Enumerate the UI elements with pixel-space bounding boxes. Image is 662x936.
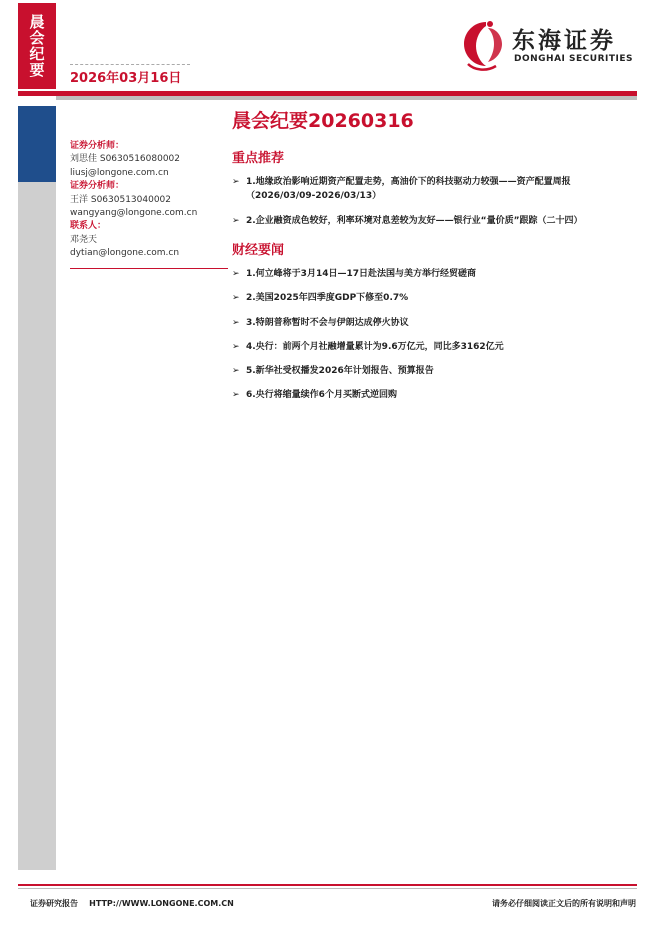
analyst-name-id: 刘思佳 S0630516080002 (70, 154, 181, 165)
analyst-entry (70, 140, 228, 180)
analyst-role-label: 证券分析师： (70, 141, 125, 151)
arrow-bullet-icon: ➢ (232, 366, 240, 376)
header-gray-bar (56, 96, 637, 100)
list-item[interactable] (232, 316, 640, 330)
arrow-bullet-icon: ➢ (232, 342, 240, 352)
analyst-name-id: 王洋 S0630513040002 (70, 194, 172, 205)
logo-chinese-name: 东海证券 (512, 28, 616, 54)
analyst-entry (70, 220, 228, 260)
arrow-bullet-icon: ➢ (232, 269, 240, 279)
list-item-text: 2.美国2025年四季度GDP下修至0.7% (246, 293, 409, 303)
arrow-bullet-icon: ➢ (232, 216, 240, 226)
list-item-text: 2.企业融资成色较好，利率环境对息差较为友好——银行业“量价质”跟踪（二十四） (246, 216, 583, 226)
sidebar-gray-column (18, 182, 56, 870)
arrow-bullet-icon: ➢ (232, 318, 240, 328)
list-item-text: 3.特朗普称暂时不会与伊朗达成停火协议 (246, 318, 409, 328)
list-item-text: 5.新华社受权播发2026年计划报告、预算报告 (246, 366, 434, 376)
dragon-logo-icon (456, 16, 508, 72)
section-title-highlights: 重点推荐 (232, 151, 285, 166)
sidebar-blue-block (18, 106, 56, 182)
date-divider (70, 64, 190, 65)
analyst-entry (70, 180, 228, 220)
footer-gray-rule (18, 888, 637, 889)
analyst-email[interactable]: wangyang@longone.com.cn (70, 208, 198, 219)
arrow-bullet-icon: ➢ (232, 177, 240, 187)
list-item[interactable] (232, 364, 640, 378)
list-item-text: 4.央行：前两个月社融增量累计为9.6万亿元，同比多3162亿元 (246, 342, 504, 352)
list-item[interactable] (232, 214, 640, 228)
section-title-news: 财经要闻 (232, 243, 285, 258)
list-item[interactable] (232, 340, 640, 354)
analyst-info (70, 140, 228, 261)
list-item-text: 6.央行将缩量续作6个月买断式逆回购 (246, 390, 397, 400)
list-item-text: 1.地缘政治影响近期资产配置走势，高油价下的科技驱动力较强——资产配置周报（2026/03/09-2026/03/13） (246, 177, 571, 201)
page-title: 晨会纪要20260316 (232, 110, 414, 132)
company-logo (456, 16, 636, 72)
analyst-email[interactable]: liusj@longone.com.cn (70, 167, 169, 178)
arrow-bullet-icon: ➢ (232, 293, 240, 303)
list-item[interactable] (232, 388, 640, 402)
footer-disclaimer: 请务必仔细阅读正文后的所有说明和声明 (492, 899, 636, 908)
list-item[interactable] (232, 175, 640, 203)
contact-email[interactable]: dytian@longone.com.cn (70, 248, 180, 259)
list-item[interactable] (232, 291, 640, 305)
section-tab-label: 晨会纪要 (27, 14, 46, 78)
logo-english-name: DONGHAI SECURITIES (514, 54, 633, 64)
list-item-text: 1.何立峰将于3月14日—17日赴法国与美方举行经贸磋商 (246, 269, 476, 279)
analyst-role-label: 证券分析师： (70, 181, 125, 192)
list-item[interactable] (232, 267, 640, 281)
footer-red-rule (18, 884, 637, 886)
contact-name: 邓尧天 (70, 234, 98, 245)
report-date: 2026年03月16日 (70, 71, 182, 86)
section-tab (18, 3, 56, 89)
contact-role-label: 联系人： (70, 221, 107, 232)
arrow-bullet-icon: ➢ (232, 390, 240, 400)
analyst-divider (70, 268, 228, 269)
footer-website[interactable]: 证券研究报告 HTTP://WWW.LONGONE.COM.CN (30, 899, 234, 908)
